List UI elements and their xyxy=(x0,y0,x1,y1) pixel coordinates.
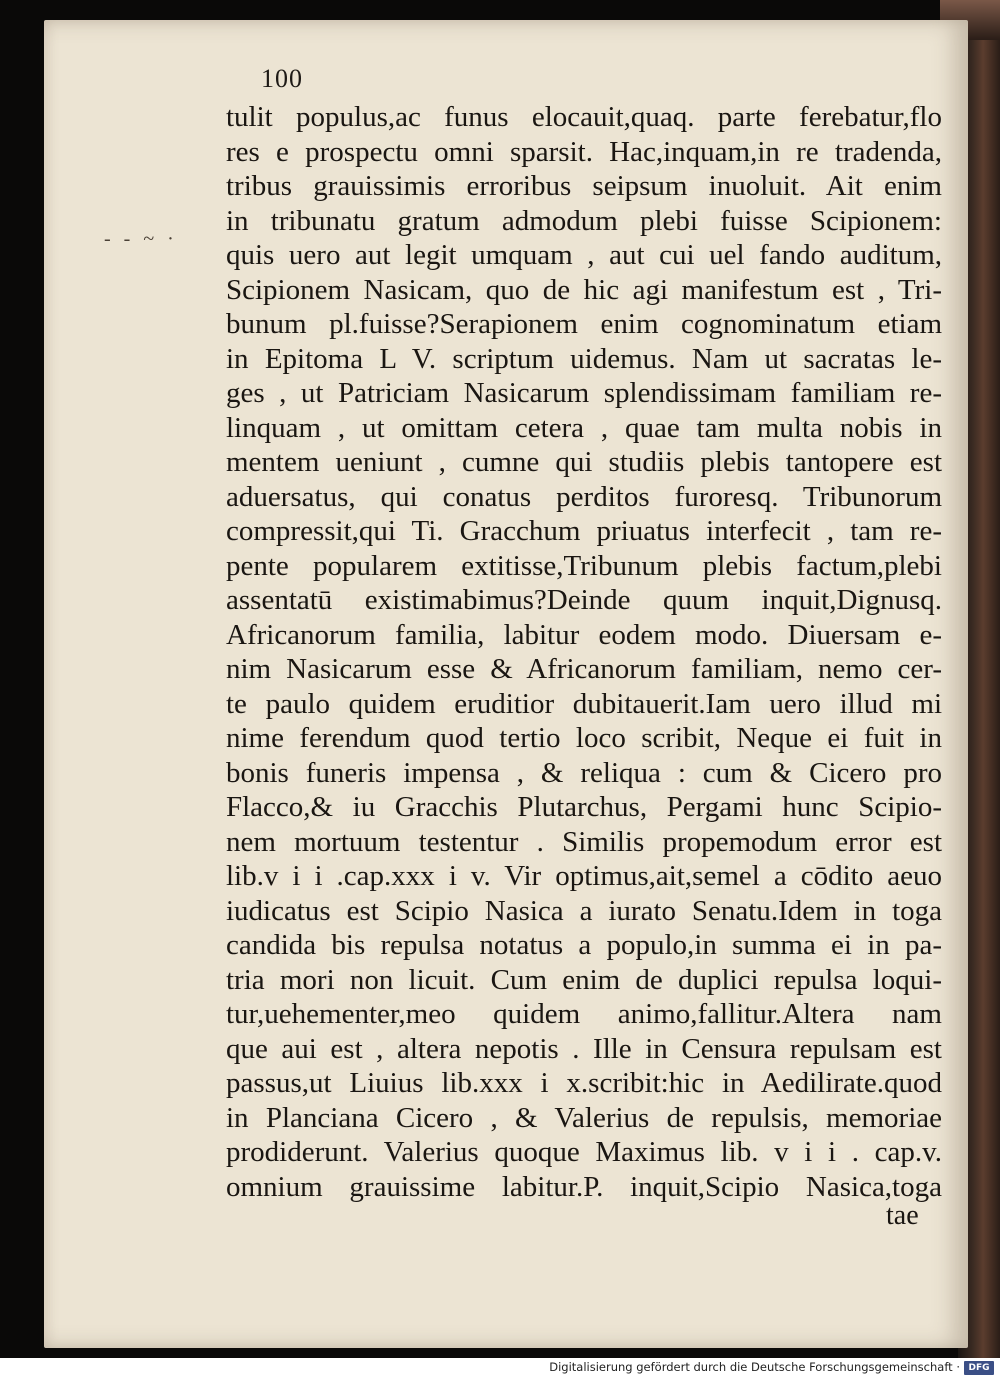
text-line: compressit,qui Ti. Gracchum priuatus interfecit , tam re- xyxy=(226,515,942,547)
text-line: iudicatus est Scipio Nasica a iurato Senatu.Idem in toga xyxy=(226,894,942,927)
text-line: tur,uehementer,meo quidem animo,fallitur.Altera nam xyxy=(226,998,942,1030)
text-line: nime ferendum quod tertio loco scribit, Neque ei fuit in xyxy=(226,722,942,754)
page-number: 100 xyxy=(261,64,303,93)
text-line: Africanorum familia, labitur eodem modo. Diuersam e- xyxy=(226,618,942,651)
body-text xyxy=(226,100,942,1204)
text-line: pente popularem extitisse,Tribunum plebis factum,plebi xyxy=(226,549,942,582)
text-line: linquam , ut omittam cetera , quae tam multa nobis in xyxy=(226,411,942,444)
text-line: in Epitoma L V. scriptum uidemus. Nam ut sacratas le- xyxy=(226,342,942,375)
text-line: in tribunatu gratum admodum plebi fuisse Scipionem: xyxy=(226,204,942,237)
footer-bar xyxy=(0,1358,1000,1378)
text-line: Scipionem Nasicam, quo de hic agi manifestum est , Tri- xyxy=(226,273,942,306)
text-line: prodiderunt. Valerius quoque Maximus lib. v i i . cap.v. xyxy=(226,1136,942,1168)
dfg-logo: DFG xyxy=(964,1361,994,1375)
text-line: in Planciana Cicero , & Valerius de repulsis, memoriae xyxy=(226,1101,942,1134)
catchword: tae xyxy=(886,1200,919,1231)
text-line: ges , ut Patriciam Nasicarum splendissimam familiam re- xyxy=(226,377,942,409)
text-line: passus,ut Liuius lib.xxx i x.scribit:hic in Aedilirate.quod xyxy=(226,1067,942,1099)
text-line: Flacco,& iu Gracchis Plutarchus, Pergami hunc Scipio- xyxy=(226,791,942,823)
text-line: omnium grauissime labitur.P. inquit,Scipio Nasica,toga xyxy=(226,1170,942,1203)
text-line: que aui est , altera nepotis . Ille in Censura repulsam est xyxy=(226,1032,942,1065)
funding-credit: Digitalisierung gefördert durch die Deutsche Forschungsgemeinschaft · xyxy=(549,1360,960,1374)
text-line: bunum pl.fuisse?Serapionem enim cognominatum etiam xyxy=(226,308,942,340)
text-line: te paulo quidem eruditior dubitauerit.Iam uero illud mi xyxy=(226,687,942,720)
text-line: tribus grauissimis erroribus seipsum inuoluit. Ait enim xyxy=(226,170,942,202)
text-line: tria mori non licuit. Cum enim de duplici repulsa loqui- xyxy=(226,963,942,996)
text-line: candida bis repulsa notatus a populo,in summa ei in pa- xyxy=(226,929,942,961)
text-line: mentem ueniunt , cumne qui studiis plebis tantopere est xyxy=(226,446,942,478)
margin-marks: - - ~ · xyxy=(104,228,178,250)
text-line: aduersatus, qui conatus perditos furoresq. Tribunorum xyxy=(226,480,942,513)
text-line: tulit populus,ac funus elocauit,quaq. parte ferebatur,flo xyxy=(226,101,942,133)
text-line: lib.v i i .cap.xxx i v. Vir optimus,ait,semel a cōdito aeuo xyxy=(226,860,942,892)
text-line: nem mortuum testentur . Similis propemodum error est xyxy=(226,825,942,858)
text-line: nim Nasicarum esse & Africanorum familiam, nemo cer- xyxy=(226,653,942,685)
text-line: quis uero aut legit umquam , aut cui uel fando auditum, xyxy=(226,239,942,271)
text-line: bonis funeris impensa , & reliqua : cum & Cicero pro xyxy=(226,756,942,789)
text-line: assentatū existimabimus?Deinde quum inquit,Dignusq. xyxy=(226,584,942,616)
text-line: res e prospectu omni sparsit. Hac,inquam,in re tradenda, xyxy=(226,135,942,168)
